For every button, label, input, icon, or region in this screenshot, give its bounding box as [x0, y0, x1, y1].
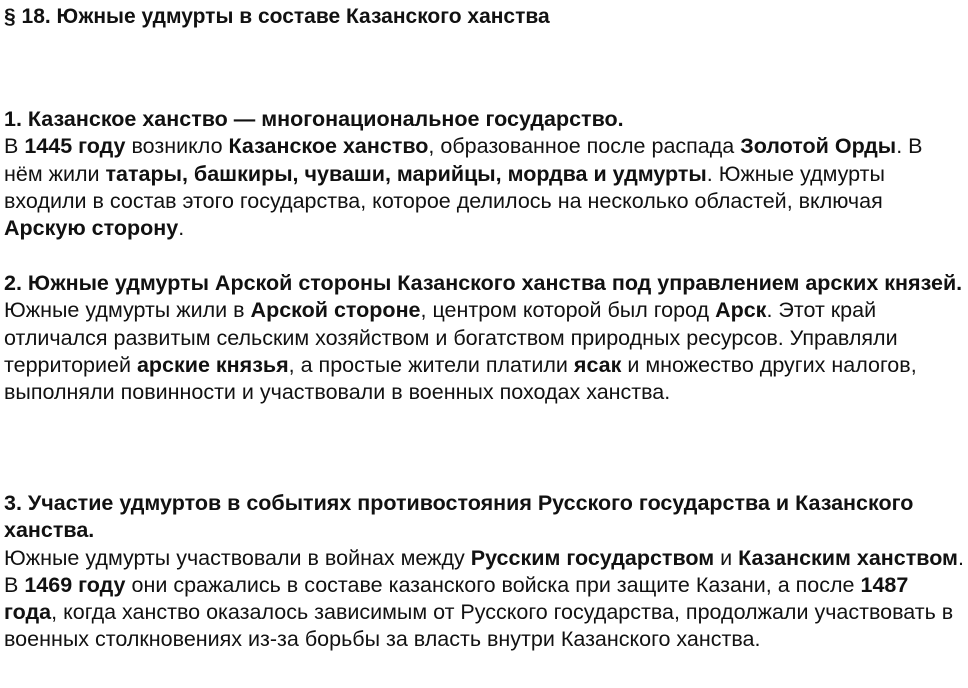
section-heading: 3. Участие удмуртов в событиях противостояния Русского государства и Казанского ханства. — [4, 491, 914, 543]
text-run: возникло — [125, 134, 229, 159]
page-title: § 18. Южные удмурты в составе Казанского ханства — [4, 5, 550, 28]
bold-term: арские князья — [136, 352, 289, 377]
text-run: , а простые жители платили — [288, 352, 574, 377]
bold-term: Арск — [715, 298, 767, 323]
text-run: . В — [4, 545, 964, 597]
text-run: В — [4, 134, 25, 159]
text-run: Южные удмурты участвовали в войнах между — [4, 545, 471, 570]
section-1 — [4, 106, 964, 242]
bold-term: Казанское ханство — [228, 134, 429, 159]
text-run: . Южные удмурты входили в состав этого государства, которое делилось на несколько областей, включая — [4, 161, 885, 213]
text-run: , образованное после распада — [428, 134, 741, 159]
section-2 — [4, 270, 964, 406]
bold-term: татары, башкиры, чуваши, марийцы, мордва и удмурты — [105, 161, 707, 186]
section-body — [4, 297, 964, 406]
text-run: . Этот край отличался развитым сельским хозяйством и богатством природных ресурсов. Управляли территорией — [4, 298, 898, 377]
section-body — [4, 545, 964, 654]
bold-term: Казанским ханством — [738, 545, 958, 570]
text-run: и — [714, 545, 739, 570]
text-run: и множество других налогов, выполняли повинности и участвовали в военных походах ханства. — [4, 352, 917, 405]
text-run: . В нём жили — [4, 134, 923, 186]
bold-term: 1445 году — [24, 134, 126, 159]
bold-term: Арской стороне — [250, 298, 421, 323]
bold-term: Золотой Орды — [740, 134, 897, 159]
section-heading: 1. Казанское ханство — многонациональное государство. — [4, 107, 624, 131]
bold-term: Арскую сторону — [4, 216, 179, 241]
bold-term: Русским государством — [470, 545, 715, 570]
section-heading: 2. Южные удмурты Арской стороны Казанского ханства под управлением арских князей. — [4, 271, 963, 295]
bold-term: ясак — [573, 352, 622, 377]
text-run: , когда ханство оказалось зависимым от Русского государства, продолжали участвовать в военных столкновениях из-за борьбы за власть внутри Казанского ханства. — [4, 600, 954, 652]
bold-term: 1469 году — [24, 572, 126, 597]
text-run: , центром которой был город — [420, 298, 716, 323]
section-3 — [4, 490, 964, 654]
text-run: Южные удмурты жили в — [4, 298, 251, 323]
bold-term: 1487 года — [4, 572, 909, 625]
text-run: они сражались в составе казанского войска при защите Казани, а после — [125, 572, 861, 597]
text-run: . — [178, 216, 185, 241]
section-body — [4, 133, 964, 242]
